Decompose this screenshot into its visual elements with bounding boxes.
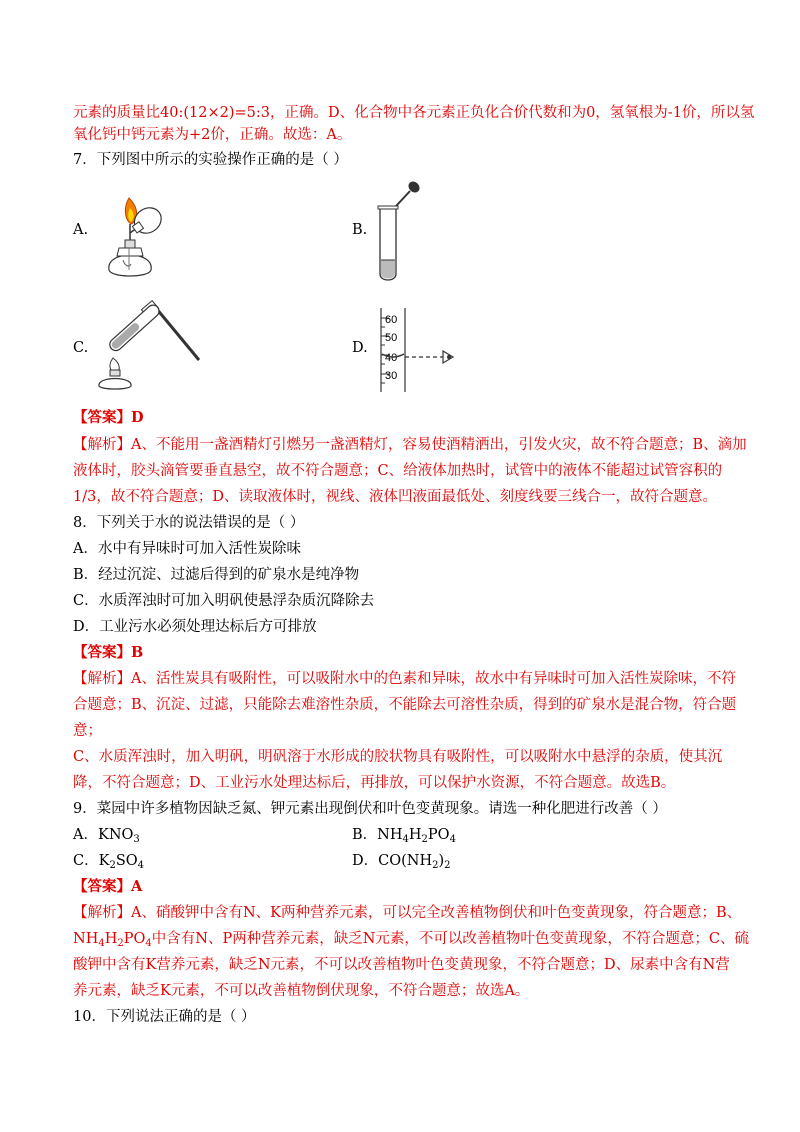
explanation-line: 【解析】A、硝酸钾中含有N、K两种营养元素，可以完全改善植物倒伏和叶色变黄现象，符合题意；B、 <box>73 905 742 921</box>
explanation-line: 合题意；B、沉淀、过滤，只能除去难溶性杂质，不能除去可溶性杂质，得到的矿泉水是混合物，符合题 <box>73 697 737 713</box>
question-9: 9．菜园中许多植物因缺乏氮、钾元素出现倒伏和叶色变黄现象。请选一种化肥进行改善（ ） <box>73 801 667 817</box>
q8-option-a: A．水中有异味时可加入活性炭除味 <box>73 541 301 557</box>
answer-label: 【答案】D <box>73 409 144 426</box>
question-8: 8．下列关于水的说法错误的是（ ） <box>73 515 305 531</box>
q9-option-b: B．$NH_4H_2PO_4$ <box>352 827 456 845</box>
explanation-line: 酸钾中含有K营养元素，缺乏N元素，不可以改善植物叶色变黄现象，不符合题意；D、尿素中含有N营 <box>73 957 730 973</box>
q8-option-b: B．经过沉淀、过滤后得到的矿泉水是纯净物 <box>73 567 360 583</box>
explanation-line: 降，不符合题意；D、工业污水处理达标后，再排放，可以保护水资源，不符合题意。故选B。 <box>73 775 676 791</box>
answer-label: 【答案】B <box>73 644 144 661</box>
answer-label: 【答案】A <box>73 878 143 895</box>
q8-option-c: C．水质浑浊时可加入明矾使悬浮杂质沉降除去 <box>73 593 375 609</box>
explanation-line: 1/3，故不符合题意；D、读取液体时，视线、液体凹液面最低处、刻度线要三线合一，故符合题意。 <box>73 489 717 505</box>
scale-tick-label: 60 <box>385 314 398 326</box>
q9-option-d: D．$CO(NH_2)_2$ <box>352 853 451 871</box>
explanation-line: $NH_4H_2PO_4$中含有N、P两种营养元素，缺乏N元素，不可以改善植物叶色变黄现象，不符合题意；C、硫 <box>73 931 750 949</box>
explanation-line: C、水质浑浊时，加入明矾，明矾溶于水形成的胶状物具有吸附性，可以吸附水中悬浮的杂质，使其沉 <box>73 749 723 765</box>
scale-tick-label: 30 <box>385 370 398 382</box>
heating-test-tube-image <box>95 300 205 390</box>
q7-option-d-label: D. <box>352 340 368 356</box>
explanation-line: 【解析】A、活性炭具有吸附性，可以吸附水中的色素和异味，故水中有异味时可加入活性炭除味，不符 <box>73 671 736 687</box>
scale-tick-label: 40 <box>385 352 398 364</box>
explanation-line: 液体时，胶头滴管要垂直悬空，故不符合题意；C、给液体加热时，试管中的液体不能超过试管容积的 <box>73 463 723 479</box>
q7-option-c-label: C. <box>73 340 89 356</box>
explanation-line: 养元素，缺乏K元素，不可以改善植物倒伏现象，不符合题意；故选A。 <box>73 983 530 999</box>
explanation-line: 【解析】A、不能用一盏酒精灯引燃另一盏酒精灯，容易使酒精洒出，引发火灾，故不符合题意；B、滴加 <box>73 437 747 453</box>
dropper-test-tube-image <box>375 178 425 288</box>
q7-option-a-label: A. <box>73 222 89 238</box>
q7-option-b-label: B. <box>352 222 368 238</box>
explanation-line: 元素的质量比40:(12×2)=5:3，正确。D、化合物中各元素正负化合价代数和为0，氢氧根为-1价，所以氢 <box>73 105 755 121</box>
question-10: 10．下列说法正确的是（ ） <box>73 1009 256 1025</box>
q9-option-a: A．$KNO_3$ <box>73 827 140 845</box>
explanation-line: 氧化钙中钙元素为+2价，正确。故选：A。 <box>73 127 352 143</box>
q9-option-c: C．$K_2SO_4$ <box>73 853 145 871</box>
explanation-line: 意； <box>73 723 102 739</box>
graduated-cylinder-reading-image <box>375 306 465 394</box>
scale-tick-label: 50 <box>385 332 398 344</box>
alcohol-lamp-lighting-image <box>95 180 165 290</box>
q8-option-d: D．工业污水必须处理达标后方可排放 <box>73 619 317 635</box>
question-7: 7．下列图中所示的实验操作正确的是（ ） <box>73 152 348 168</box>
